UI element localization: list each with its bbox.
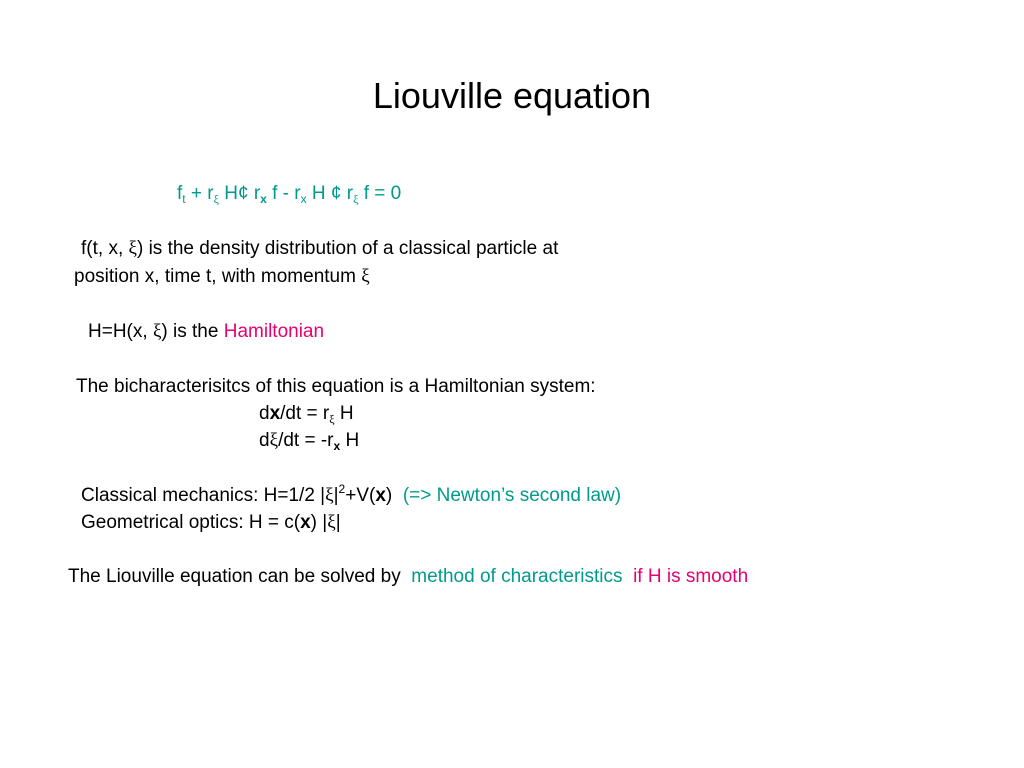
method-of-characteristics: method of characteristics (411, 566, 623, 587)
bichar-intro: The bicharacterisitcs of this equation is a Hamiltonian system: (76, 376, 596, 397)
bichar-eq-x: $dx/dt = r_\xi$ H (259, 403, 354, 426)
hamiltonian-term: Hamiltonian (223, 321, 325, 342)
geometrical-optics-line: Geometrical optics: H = c(x) |ξ| (81, 512, 341, 533)
density-line-2: position x, time t, with momentum ξ (74, 266, 370, 287)
bichar-eq-xi: $d\xi/dt = -r_x$ H (259, 430, 360, 453)
liouville-equation: $f_t + r_\xi$ H¢ $r_x$ f - $r_x$ H ¢ $r_\xi$ f = 0 (177, 183, 402, 206)
slide-title: Liouville equation (372, 75, 652, 116)
hamiltonian-line: H=H(x, ξ) is the Hamiltonian (88, 321, 325, 342)
solved-by-line: The Liouville equation can be solved by method of characteristics if H is smooth (68, 566, 749, 587)
newton-note: (=> Newton’s second law) (402, 485, 622, 506)
smooth-condition: if H is smooth (633, 566, 749, 587)
density-line-1: f(t, x, ξ) is the density distribution of a classical particle at (81, 238, 559, 259)
classical-mechanics-line: Classical mechanics: H=1/2 $|\xi|^2+V(x)$ (=> Newton’s second law) (81, 482, 622, 506)
